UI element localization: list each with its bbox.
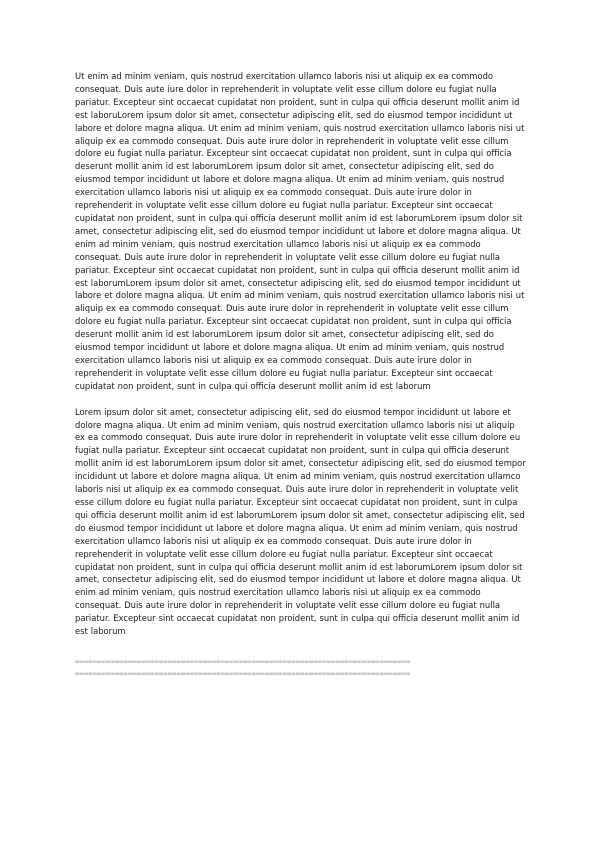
paragraph-1: Ut enim ad minim veniam, quis nostrud exercitation ullamco laboris nisi ut aliquip ex ea commodo consequat. Duis aute iure dolor in reprehenderit in voluptate velit esse cillum dolore eu fugiat nulla pariatur. Excepteur sint occaecat cupidatat non proident, sunt in culpa qui officia deserunt mollit anim id est laboruLorem ipsum dolor sit amet, consectetur adipiscing elit, sed do eiusmod tempor incididunt ut labore et dolore magna aliqua. Ut enim ad minim veniam, quis nostrud exercitation ullamco laboris nisi ut aliquip ex ea commodo consequat. Duis aute irure dolor in reprehenderit in voluptate velit esse cillum dolore eu fugiat nulla pariatur. Excepteur sint occaecat cupidatat non proident, sunt in culpa qui officia deserunt mollit anim id est laborumLorem ipsum dolor sit amet, consectetur adipiscing elit, sed do eiusmod tempor incididunt ut labore et dolore magna aliqua. Ut enim ad minim veniam, quis nostrud exercitation ullamco laboris nisi ut aliquip ex ea commodo consequat. Duis aute irure dolor in reprehenderit in voluptate velit esse cillum dolore eu fugiat nulla pariatur. Excepteur sint occaecat cupidatat non proident, sunt in culpa qui officia deserunt mollit anim id est laborumLorem ipsum dolor sit amet, consectetur adipiscing elit, sed do eiusmod tempor incididunt ut labore et dolore magna aliqua. Ut enim ad minim veniam, quis nostrud exercitation ullamco laboris nisi ut aliquip ex ea commodo consequat. Duis aute irure dolor in reprehenderit in voluptate velit esse cillum dolore eu fugiat nulla pariatur. Excepteur sint occaecat cupidatat non proident, sunt in culpa qui officia deserunt mollit anim id est laborumLorem ipsum dolor sit amet, consectetur adipiscing elit, sed do eiusmod tempor incididunt ut labore et dolore magna aliqua. Ut enim ad minim veniam, quis nostrud exercitation ullamco laboris nisi ut aliquip ex ea commodo consequat. Duis aute irure dolor in reprehenderit in voluptate velit esse cillum dolore eu fugiat nulla pariatur. Excepteur sint occaecat cupidatat non proident, sunt in culpa qui officia deserunt mollit anim id est laborumLorem ipsum dolor sit amet, consectetur adipiscing elit, sed do eiusmod tempor incididunt ut labore et dolore magna aliqua. Ut enim ad minim veniam, quis nostrud exercitation ullamco laboris nisi ut aliquip ex ea commodo consequat. Duis aute irure dolor in reprehenderit in voluptate velit esse cillum dolore eu fugiat nulla pariatur. Excepteur sint occaecat cupidatat non proident, sunt in culpa qui officia deserunt mollit anim id est laborum <box>75 71 525 391</box>
dot-line-1: ∞∞∞∞∞∞∞∞∞∞∞∞∞∞∞∞∞∞∞∞∞∞∞∞∞∞∞∞∞∞∞∞∞∞∞∞∞∞∞∞∞∞∞∞∞∞∞∞∞∞∞∞∞∞∞∞∞∞∞∞∞∞∞∞∞∞∞∞∞∞∞∞∞∞∞∞ <box>75 657 411 666</box>
dot-line-2: ∞∞∞∞∞∞∞∞∞∞∞∞∞∞∞∞∞∞∞∞∞∞∞∞∞∞∞∞∞∞∞∞∞∞∞∞∞∞∞∞∞∞∞∞∞∞∞∞∞∞∞∞∞∞∞∞∞∞∞∞∞∞∞∞∞∞∞∞∞∞∞∞∞∞∞∞ <box>75 669 411 678</box>
document-body <box>75 70 527 680</box>
paragraph-2: Lorem ipsum dolor sit amet, consectetur adipiscing elit, sed do eiusmod tempor incididunt ut labore et dolore magna aliqua. Ut enim ad minim veniam, quis nostrud exercitation ullamco laboris nisi ut aliquip ex ea commodo consequat. Duis aute irure dolor in reprehenderit in voluptate velit esse cillum dolore eu fugiat nulla pariatur. Excepteur sint occaecat cupidatat non proident, sunt in culpa qui officia deserunt mollit anim id est laborumLorem ipsum dolor sit amet, consectetur adipiscing elit, sed do eiusmod tempor incididunt ut labore et dolore magna aliqua. Ut enim ad minim veniam, quis nostrud exercitation ullamco laboris nisi ut aliquip ex ea commodo consequat. Duis aute irure dolor in reprehenderit in voluptate velit esse cillum dolore eu fugiat nulla pariatur. Excepteur sint occaecat cupidatat non proident, sunt in culpa qui officia deserunt mollit anim id est laborumLorem ipsum dolor sit amet, consectetur adipiscing elit, sed do eiusmod tempor incididunt ut labore et dolore magna aliqua. Ut enim ad minim veniam, quis nostrud exercitation ullamco laboris nisi ut aliquip ex ea commodo consequat. Duis aute irure dolor in reprehenderit in voluptate velit esse cillum dolore eu fugiat nulla pariatur. Excepteur sint occaecat cupidatat non proident, sunt in culpa qui officia deserunt mollit anim id est laborumLorem ipsum dolor sit amet, consectetur adipiscing elit, sed do eiusmod tempor incididunt ut labore et dolore magna aliqua. Ut enim ad minim veniam, quis nostrud exercitation ullamco laboris nisi ut aliquip ex ea commodo consequat. Duis aute irure dolor in reprehenderit in voluptate velit esse cillum dolore eu fugiat nulla pariatur. Excepteur sint occaecat cupidatat non proident, sunt in culpa qui officia deserunt mollit anim id est laborum <box>75 406 526 637</box>
decorative-dot-lines <box>75 656 527 680</box>
